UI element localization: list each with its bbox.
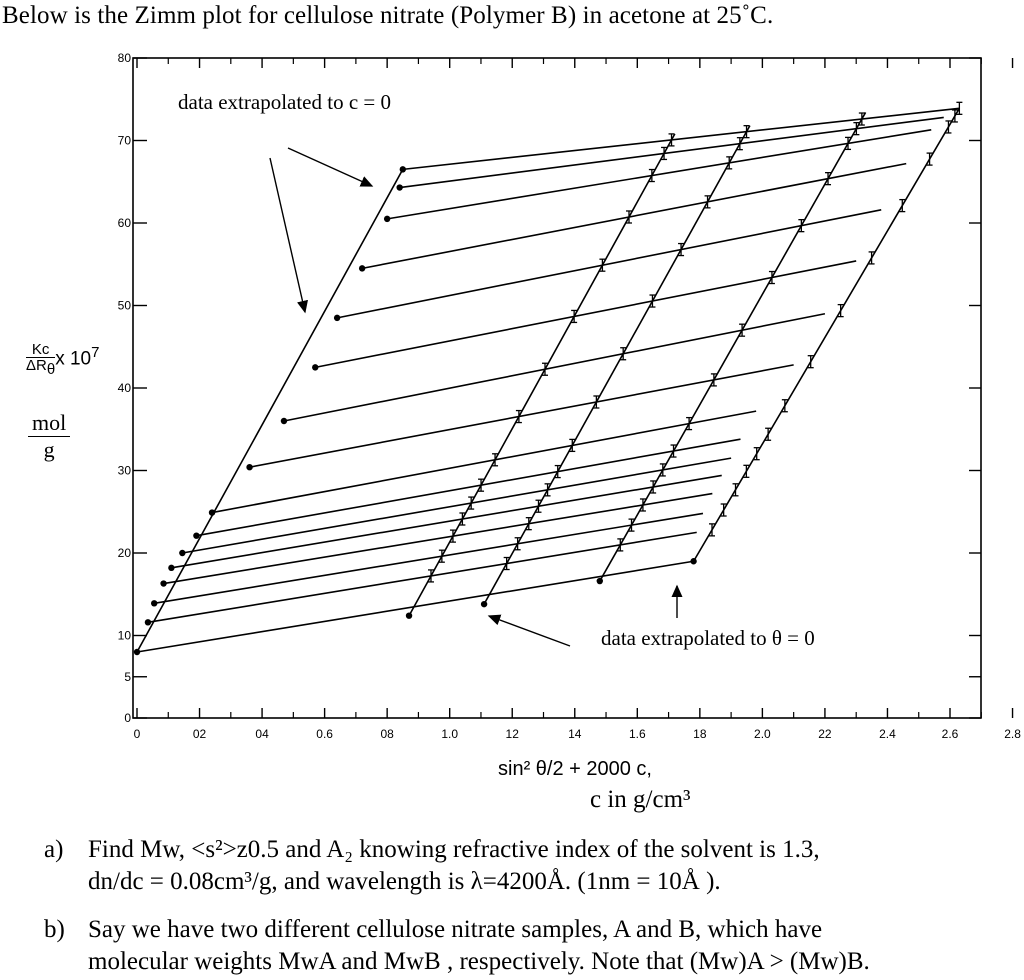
c-zero-point	[209, 509, 215, 515]
x-tick-label: 1.6	[628, 727, 646, 741]
data-points	[134, 102, 963, 655]
x-tick-label: 04	[255, 727, 269, 741]
angle-series-line	[337, 210, 881, 318]
x-tick-label: 22	[818, 727, 832, 741]
question-b	[44, 914, 870, 978]
x-tick-label: 0	[133, 727, 141, 741]
c-zero-point	[334, 315, 340, 321]
theta-zero-point	[406, 613, 412, 619]
angle-series-line	[284, 314, 825, 421]
y-axis-label	[26, 342, 99, 377]
x-tick-label: 2.6	[941, 727, 959, 741]
theta-zero-arrow-1	[489, 616, 570, 646]
theta-zero-point	[481, 601, 487, 607]
concentration-series-line	[694, 108, 960, 561]
c-zero-point	[359, 265, 365, 271]
c-zero-point	[396, 184, 402, 190]
angle-series-line	[148, 532, 697, 622]
y-tick-label: 80	[117, 51, 131, 65]
c-zero-point	[246, 464, 252, 470]
x-tick-label: 2.0	[754, 727, 771, 741]
y-tick-label: 70	[117, 133, 131, 148]
angle-series-line	[400, 117, 944, 187]
question-b-line2: molecular weights MwA and MwB , respectively. Note that (Mw)A > (Mw)B.	[88, 948, 870, 975]
y-tick-label: 30	[117, 463, 131, 478]
c-zero-arrow-1	[288, 148, 372, 186]
angle-series-line	[171, 475, 721, 567]
x-tick-label: 2.4	[879, 727, 896, 741]
y-label-exp: 7	[91, 344, 100, 362]
question-a-line2: dn/dc = 0.08cm³/g, and wavelength is λ=4200Å. (1nm = 10Å ).	[88, 868, 721, 895]
y-axis-unit	[28, 410, 70, 463]
c-zero-point	[179, 550, 185, 556]
question-b-label: b)	[44, 916, 65, 943]
data-lines	[137, 108, 959, 652]
x-tick-label: 08	[380, 727, 394, 741]
c-zero-point	[400, 166, 406, 172]
angle-series-line	[362, 164, 906, 269]
c-zero-point	[145, 619, 151, 625]
annotation-c-zero: data extrapolated to c = 0	[178, 90, 392, 114]
y-tick-label: 60	[117, 216, 131, 230]
angle-series-line	[164, 494, 713, 584]
y-tick-label: 20	[117, 546, 131, 560]
y-tick-label: 40	[117, 381, 131, 395]
c-zero-point	[312, 364, 318, 370]
question-a-label: a)	[44, 836, 64, 863]
y-label-scale: x 10	[55, 348, 92, 370]
x-tick-label: 1.0	[441, 727, 459, 741]
concentration-series-line	[409, 134, 675, 616]
c-zero-point	[281, 418, 287, 424]
axis-ticks	[118, 51, 1022, 741]
x-axis-label: sin² θ/2 + 2000 c,	[498, 758, 652, 780]
y-tick-label: 10	[117, 628, 131, 643]
c-zero-point	[384, 216, 390, 222]
angle-series-line	[315, 261, 856, 367]
y-label-numerator: Kc	[26, 342, 55, 358]
c-zero-point	[160, 580, 166, 586]
question-b-line1: Say we have two different cellulose nitrate samples, A and B, which have	[88, 916, 823, 943]
y-unit-denominator: g	[43, 437, 55, 462]
y-tick-label: 0	[124, 711, 131, 725]
annotation-arrows	[270, 148, 677, 646]
angle-series-line	[182, 458, 731, 553]
x-axis-unit: c in g/cm³	[590, 786, 691, 813]
c-zero-point	[168, 565, 174, 571]
intro-text: Below is the Zimm plot for cellulose nitrate (Polymer B) in acetone at 25˚C.	[2, 2, 774, 29]
y-tick-label: 50	[117, 298, 131, 313]
c-zero-arrow-2	[270, 158, 305, 312]
plot-frame	[133, 58, 981, 718]
question-a-line1: Find Mw, <s²>z0.5 and A₂ knowing refractive index of the solvent is 1.3,	[88, 836, 820, 863]
y-label-sub: θ	[46, 361, 56, 378]
x-tick-label: 02	[192, 727, 207, 741]
theta-zero-point	[597, 578, 603, 584]
concentration-series-line	[137, 169, 403, 652]
c-zero-point	[151, 600, 157, 606]
x-tick-label: 18	[693, 727, 707, 741]
x-tick-label: 12	[505, 727, 519, 741]
c-zero-point	[193, 532, 199, 538]
annotation-theta-zero: data extrapolated to θ = 0	[601, 626, 815, 650]
angle-series-line	[250, 365, 794, 467]
y-unit-numerator: mol	[28, 410, 70, 437]
theta-zero-point	[690, 558, 696, 564]
x-tick-label: 2.8	[1004, 727, 1021, 741]
x-tick-label: 0.6	[316, 727, 333, 741]
theta-zero-point	[134, 649, 140, 655]
concentration-series-line	[600, 112, 866, 581]
x-tick-label: 14	[568, 727, 582, 741]
angle-series-line	[154, 513, 703, 603]
y-tick-label: 5	[124, 669, 131, 684]
question-a	[44, 834, 820, 898]
y-label-denominator: ΔR	[26, 357, 47, 374]
angle-series-line	[212, 411, 756, 512]
